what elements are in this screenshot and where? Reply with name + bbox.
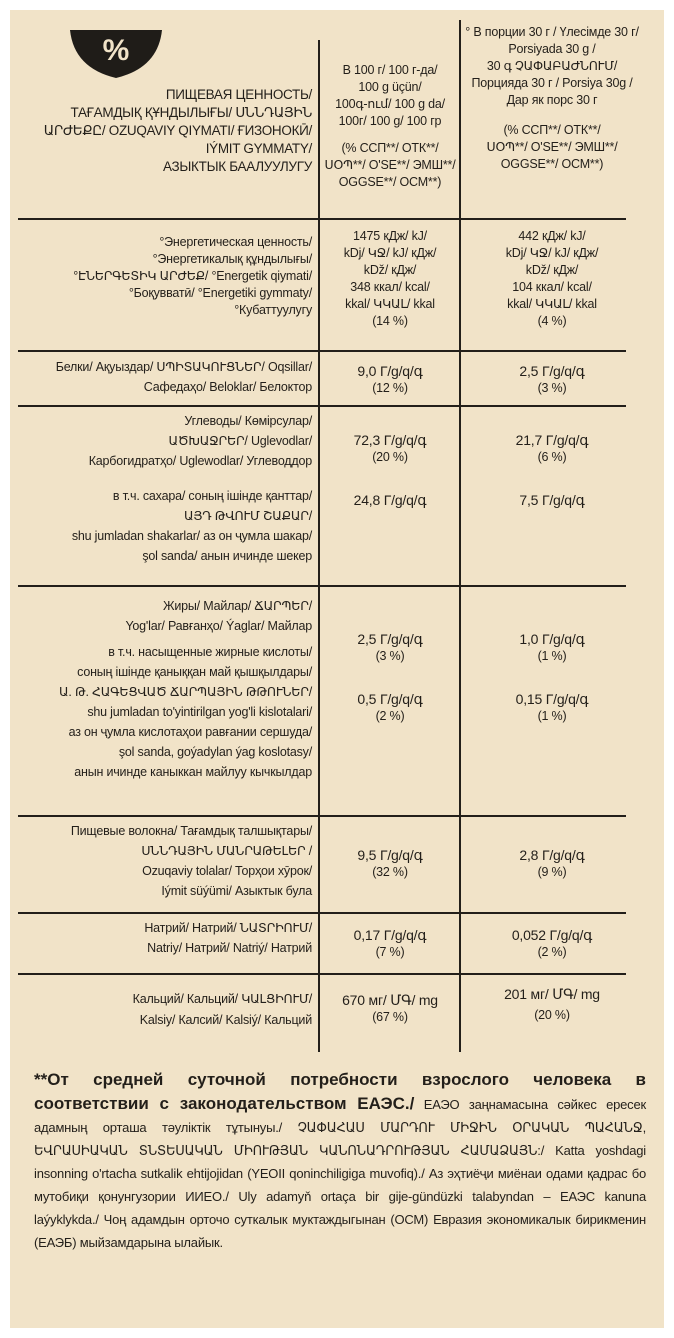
sugars-label: в т.ч. сахара/ соның ішінде қанттар/ ԱՅԴ ԹՎՈՒՄ ՇԱՔԱՐ/ shu jumladan shakarlar/ аз он ҷумла шакар/ şol sanda/ анын ичинде шекер [71, 489, 312, 563]
fiber-per100: 9,5 Г/g/q/գ (32 %) [357, 847, 423, 879]
sugars-portion: 7,5 Г/g/q/գ [519, 492, 585, 508]
per-portion-header: ° В порции 30 г / Үлесімде 30 г/ Porsiyada 30 g / 30 գ ՉԱՓԱԲԱԺՆՈՒՄ/ Порциядa 30 г / Porsiya 30g / Дар як порс 30 г (% ССП**/ ОТК**/ ՍՕՊ**/ O'SE**/ ЭМШ**/ OGGSE**/ ОСМ**) [465, 25, 639, 171]
energy-label: °Энергетическая ценность/ °Энергетикалық құндылығы/ °ԷՆԵՐԳԵՏԻԿ ԱՐԺԵՔ/ °Energetik qiymati/ °Бoқувватӣ/ °Energetiki gymmaty/ °Кубаттуулугу [73, 235, 312, 317]
energy-portion: 442 кДж/ kJ/ kDj/ ԿՋ/ kJ/ кДж/ kDž/ кДж/ 104 ккал/ kcal/ kkal/ ԿԿԱԼ/ kkal (4 %) [505, 229, 599, 328]
row-divider [18, 815, 626, 817]
nutrition-value-header: ПИЩЕВАЯ ЦЕННОСТЬ/ ТАҒАМДЫҚ ҚҰНДЫЛЫҒЫ/ ՍՆՆԴԱՅԻՆ ԱՐԺԵՔԸ/ OZUQAVIY QIYMATI/ ҒИЗОНОКӢ/ IÝMIT GYMMATY/ АЗЫКТЫК БААЛУУЛУГУ [43, 87, 312, 174]
fat-label: Жиры/ Майлар/ ՃԱՐՊԵՐ/ Yog'lar/ Равғанҳо/ Ýaglar/ Майлар [125, 599, 312, 633]
per-100g-header: В 100 г/ 100 г-да/ 100 g üçün/ 100գ-ում/ 100 g da/ 100г/ 100 g/ 100 гр (% ССП**/ ОТК**/ ՍՕՊ**/ O'SE**/ ЭМШ**/ OGGSE**/ ОСМ**) [324, 63, 456, 189]
fat-portion: 1,0 Г/g/q/գ (1 %) [519, 631, 585, 663]
calcium-per100: 670 мг/ ՄԳ/ mg (67 %) [342, 992, 438, 1024]
column-divider-2 [459, 20, 461, 1052]
protein-portion: 2,5 Г/g/q/գ (3 %) [519, 363, 585, 395]
footnote-text: ЕАЭО заңнамасына сәйкес ересек адамның орташа тәуліктік тұтынуы./ ՉԱՓԱՀԱՍ ՄԱՐԴՈՒ ՄԻՋԻՆ ՕՐԱԿԱՆ ՊԱՀԱՆՋ, ԵՎՐԱՍԻԱԿԱՆ ՏՆՏԵՍԱԿԱՆ ՄԻՈՒԹՅԱՆ ԿԱՆՈՆԱԴՐՈՒԹՅԱՆ ՀԱՄԱՁԱՅՆ:/ Katta yoshdagi insonning o'rtacha sutkalik ehtijojidan (YEOII qoninchiligiga muvofiq)./ Аз эҳтиёҷи миёнаи одами қадрас бо мутобиқи қонунгузории ИИЕО./ Uly adamyň ortaça bir gije-gündüzki talabyndan – ЕАЭС kanuna laýyklykda./ Чоң адамдын орточо суткалык муктаждыгынан (ОСМ) Евразия экономикалык бирикменин (ЕАЭБ) мыйзамдарына ылайык. [34, 1097, 647, 1250]
saturated-fat-per100: 0,5 Г/g/q/գ (2 %) [357, 691, 423, 723]
row-divider [18, 350, 626, 352]
row-divider [18, 218, 626, 220]
bowl-percent-icon [68, 28, 164, 80]
row-divider [18, 405, 626, 407]
protein-label: Белки/ Ақуыздар/ ՍՊԻՏԱԿՈՒՑՆԵՐ/ Oqsillar/ Сафедаҳо/ Beloklar/ Белоктор [55, 360, 312, 394]
energy-per100: 1475 кДж/ kJ/ kDj/ ԿՋ/ kJ/ кДж/ kDž/ кДж/ 348 ккал/ kcal/ kkal/ ԿԿԱԼ/ kkal (14 %) [343, 229, 437, 328]
carbs-label: Углеводы/ Көмірсулар/ ԱԾԽԱՋՐԵՐ/ Uglevodlar/ Карбогидратҳо/ Uglewodlar/ Углеводдор [88, 414, 312, 468]
row-divider [18, 973, 626, 975]
calcium-label: Кальций/ Кальций/ ԿԱԼՑԻՈՒՄ/ Kalsiy/ Калсий/ Kalsiý/ Кальций [132, 992, 312, 1027]
carbs-portion: 21,7 Г/g/q/գ (6 %) [515, 432, 589, 464]
saturated-fat-portion: 0,15 Г/g/q/գ (1 %) [515, 691, 589, 723]
footnote-bold: **От средней суточной потребности взрослого человека в соответствии с законодательством ЕАЭС./ [34, 1070, 646, 1113]
fat-per100: 2,5 Г/g/q/գ (3 %) [357, 631, 423, 663]
fiber-portion: 2,8 Г/g/q/գ (9 %) [519, 847, 585, 879]
carbs-per100: 72,3 Г/g/q/գ (20 %) [353, 432, 427, 464]
fiber-label: Пищевые волокна/ Тағамдық талшықтары/ ՍՆՆԴԱՅԻՆ ՄԱՆՐԱԹԵԼԵՐ / Ozuqaviy tolalar/ Торҳои хӯрок/ Iýmit süýümi/ Азыктык була [70, 824, 312, 898]
row-divider [18, 912, 626, 914]
row-divider [18, 585, 626, 587]
calcium-portion: 201 мг/ ՄԳ/ mg (20 %) [504, 986, 600, 1022]
sodium-portion: 0,052 Г/g/q/գ (2 %) [511, 927, 593, 959]
footnote [34, 1068, 646, 1254]
percent-symbol: % [102, 34, 130, 67]
sodium-label: Натрий/ Натрий/ ՆԱՏՐԻՈՒՄ/ Natriy/ Натрий/ Natriý/ Натрий [144, 921, 312, 955]
column-divider-1 [318, 40, 320, 1052]
sugars-per100: 24,8 Г/g/q/գ [353, 492, 427, 508]
saturated-fat-label: в т.ч. насыщенные жирные кислоты/ соның ішінде қаныққан май қышқылдары/ Ա. Թ. ՀԱԳԵՑՎԱԾ ՃԱՐՊԱՅԻՆ ԹԹՈՒՆԵՐ/ shu jumladan to'yintirilgan yog'li kislotalari/ аз он ҷумла кислотаҳои равғании сершуда/ şol sanda, goýadylan ýag koslotasy/ анын ичинде каныккан майлуу кычкылдар [59, 645, 312, 779]
sodium-per100: 0,17 Г/g/q/գ (7 %) [353, 927, 427, 959]
protein-per100: 9,0 Г/g/q/գ (12 %) [357, 363, 423, 395]
